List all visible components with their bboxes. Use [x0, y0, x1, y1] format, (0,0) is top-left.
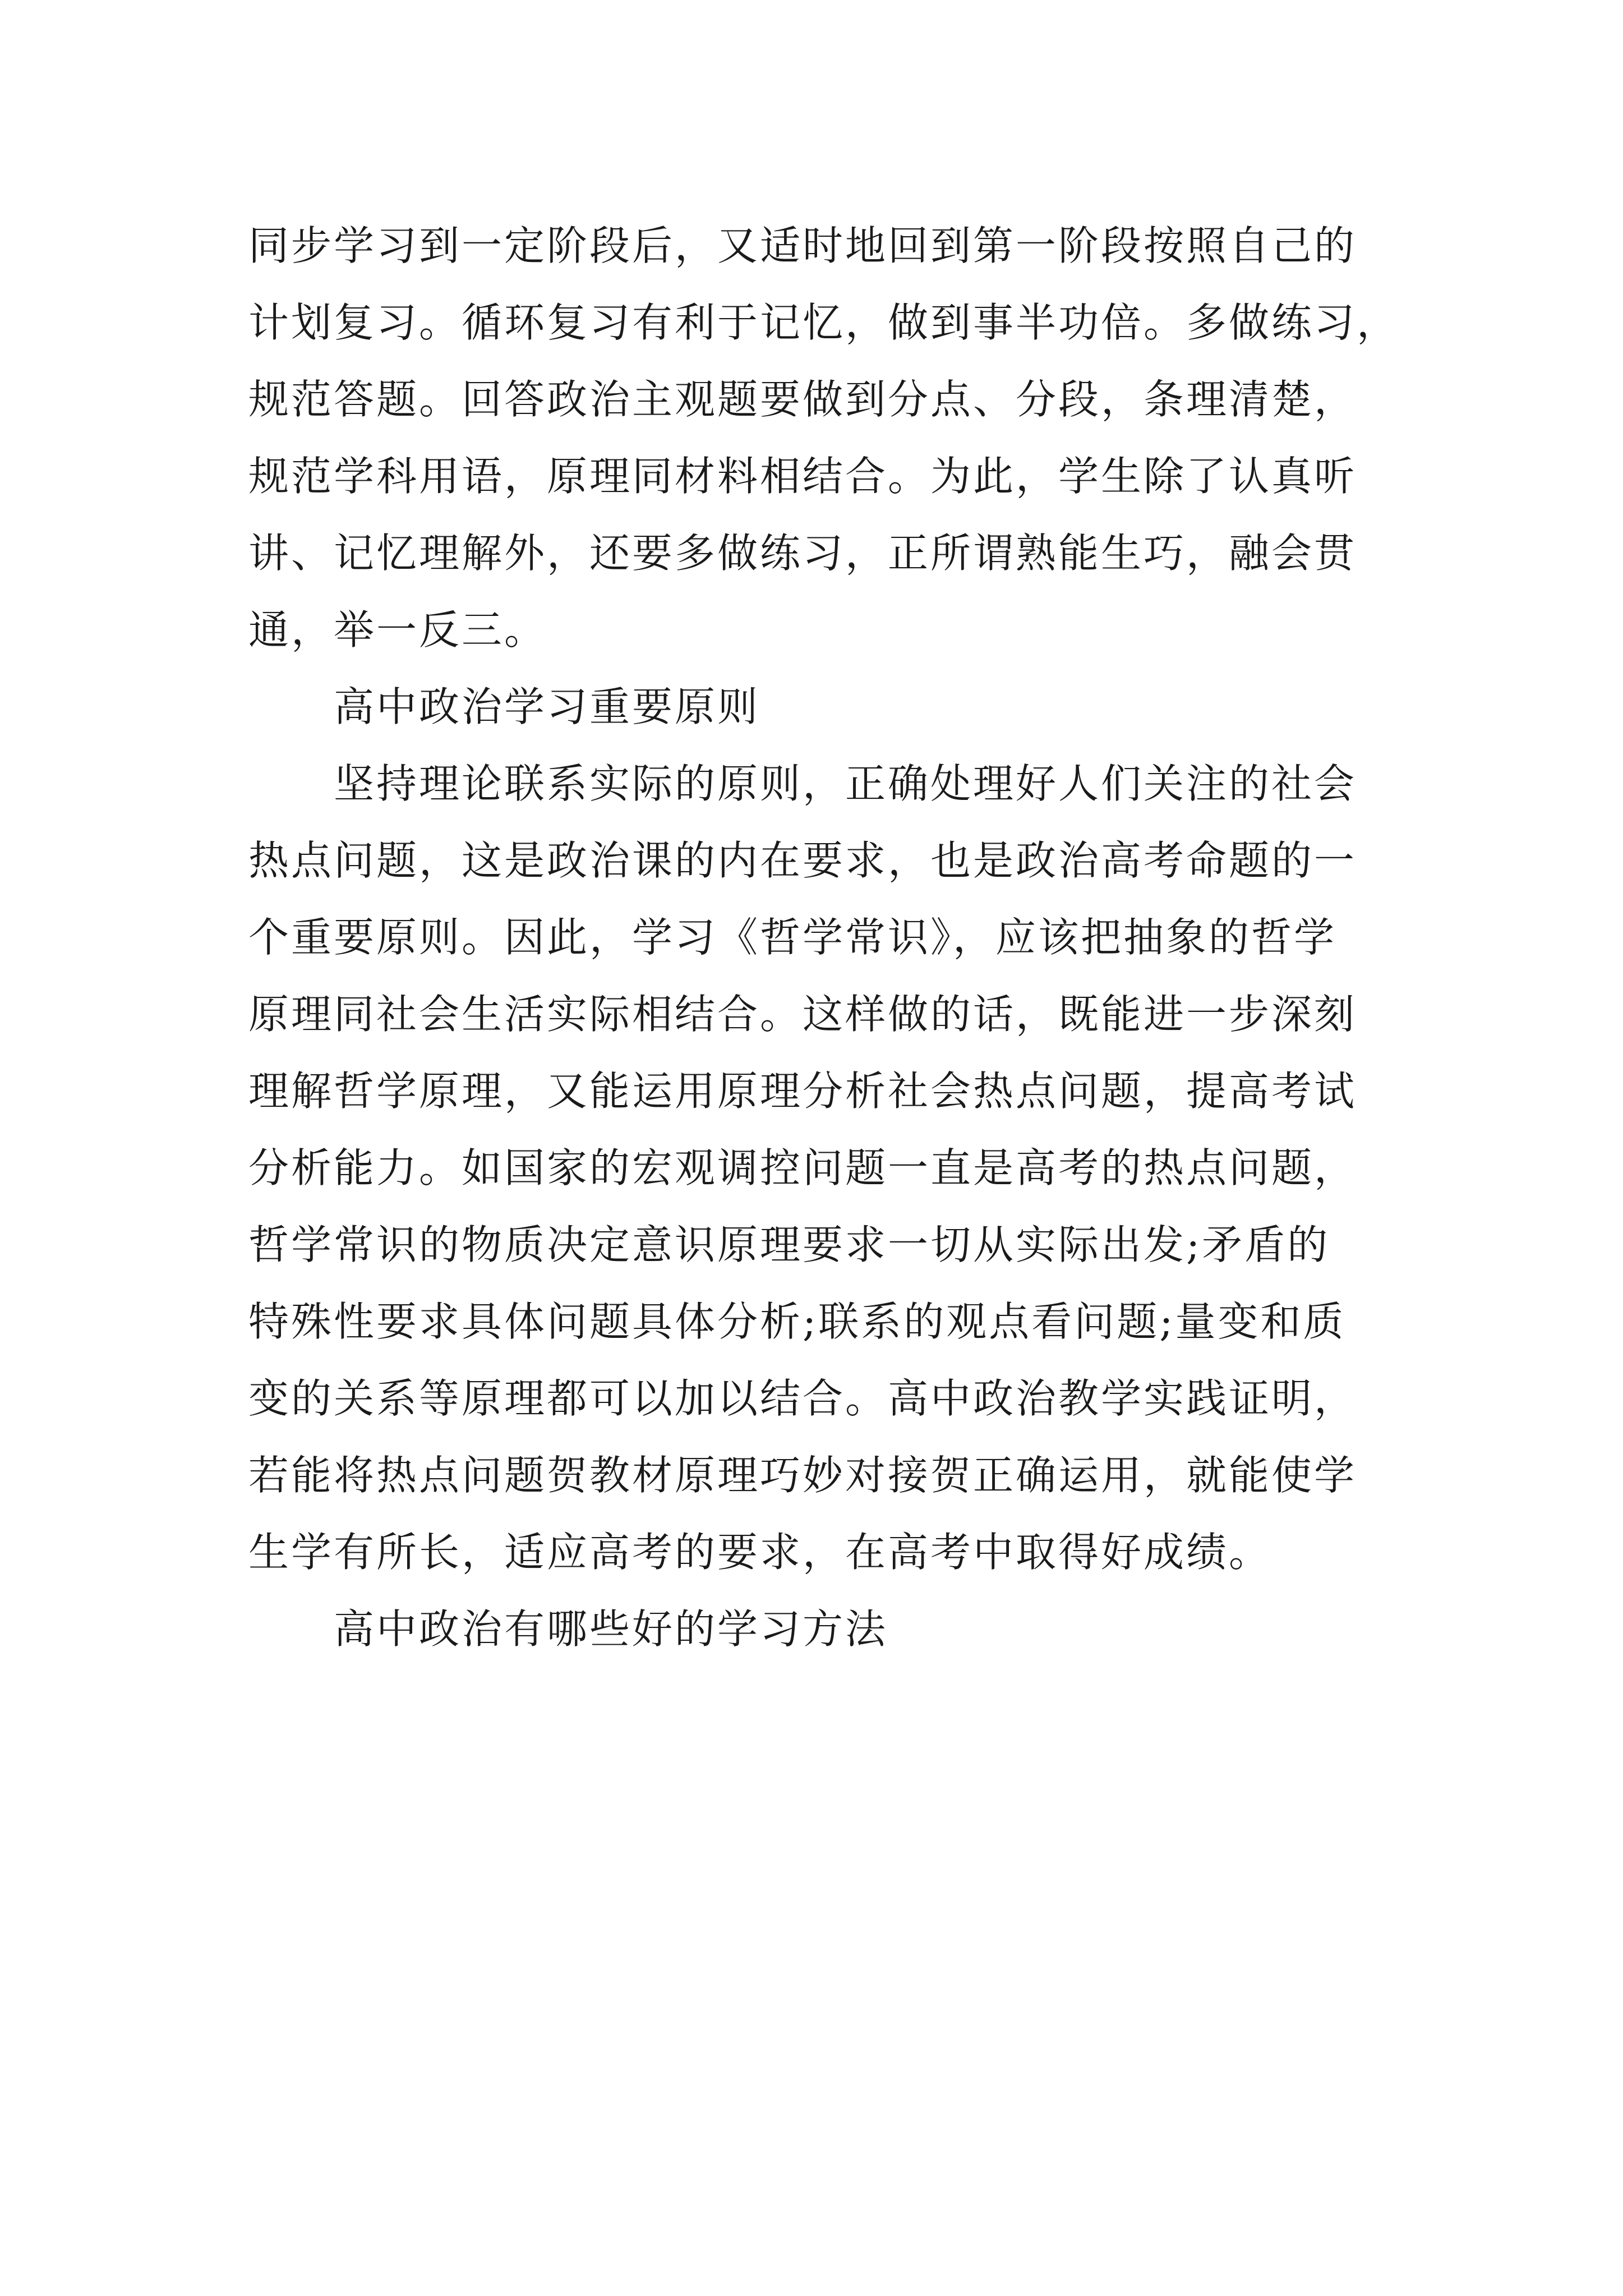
- heading-line: 高中政治学习重要原则: [334, 683, 760, 730]
- text-line: 生学有所长，适应高考的要求，在高考中取得好成绩。: [248, 1529, 1272, 1576]
- text-line: 哲学常识的物质决定意识原理要求一切从实际出发;矛盾的: [248, 1221, 1330, 1268]
- text-line: 规范答题。回答政治主观题要做到分点、分段，条理清楚，: [248, 376, 1357, 423]
- text-line: 原理同社会生活实际相结合。这样做的话，既能进一步深刻: [248, 991, 1357, 1038]
- text-line: 计划复习。循环复习有利于记忆，做到事半功倍。多做练习，: [248, 299, 1400, 346]
- document-body: [248, 208, 1407, 1668]
- text-line: 分析能力。如国家的宏观调控问题一直是高考的热点问题，: [248, 1144, 1357, 1191]
- section-heading-methods: [248, 1591, 1407, 1668]
- text-line: 热点问题，这是政治课的内在要求，也是政治高考命题的一: [248, 837, 1357, 884]
- text-line: 坚持理论联系实际的原则，正确处理好人们关注的社会: [334, 760, 1357, 807]
- text-line: 特殊性要求具体问题具体分析;联系的观点看问题;量变和质: [248, 1298, 1346, 1345]
- text-line: 规范学科用语，原理同材料相结合。为此，学生除了认真听: [248, 453, 1357, 500]
- text-line: 讲、记忆理解外，还要多做练习，正所谓熟能生巧，融会贯: [248, 530, 1357, 577]
- text-line: 若能将热点问题贺教材原理巧妙对接贺正确运用，就能使学: [248, 1452, 1357, 1499]
- section-heading-principles: [248, 669, 1407, 746]
- text-line: 个重要原则。因此，学习《哲学常识》，应该把抽象的哲学: [248, 914, 1337, 961]
- text-line: 通，举一反三。: [248, 606, 547, 654]
- paragraph-theory-practice: [248, 746, 1407, 1591]
- paragraph-review-method: [248, 208, 1407, 669]
- text-line: 同步学习到一定阶段后，又适时地回到第一阶段按照自己的: [248, 222, 1357, 269]
- text-line: 变的关系等原理都可以加以结合。高中政治教学实践证明，: [248, 1375, 1357, 1422]
- heading-line: 高中政治有哪些好的学习方法: [334, 1605, 888, 1653]
- text-line: 理解哲学原理，又能运用原理分析社会热点问题，提高考试: [248, 1068, 1357, 1115]
